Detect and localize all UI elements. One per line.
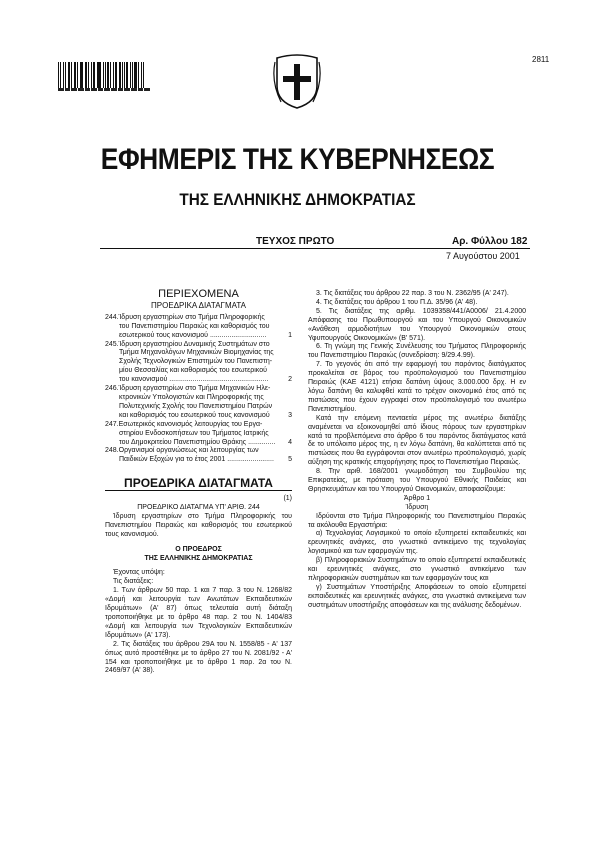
article-text: Ιδρύονται στο Τμήμα Πληροφορικής του Πανεπιστημίου Πειραιώς τα ακόλουθα Εργαστήρια: bbox=[308, 512, 526, 529]
barcode-bar bbox=[105, 62, 106, 88]
paragraph-8: 8. Την αριθ. 168/2001 γνωμοδότηση του Συμβουλίου της Επικρατείας, με πρόταση του Υπουργού Εθνικής Παιδείας και Θρησκευμάτων και του Υπουργού Οικονομικών, αποφασίζουμε: bbox=[308, 468, 526, 493]
toc-item-text bbox=[105, 314, 282, 341]
toc-item bbox=[105, 447, 292, 465]
toc-item-line: Παιδικών Εξοχών για το έτος 2001 ........................ bbox=[119, 456, 274, 464]
paragraph-1: 1. Των άρθρων 50 παρ. 1 και 7 παρ. 3 του Ν. 1268/82 «Δομή και λειτουργία των Ανωτάτων Εκπαιδευτικών Ιδρυμάτων» (Α' 87) όπως τελευταία αυτή διάταξη τροποποιήθηκε με το άρθρο 48 παρ. 2 του Ν. 1404/83 «Δομή και λειτουργία των Τεχνολογικών Εκπαιδευτικών Ιδρυμάτων» (Α' 173). bbox=[105, 587, 292, 639]
barcode-bar bbox=[80, 62, 81, 88]
barcode-digit bbox=[71, 88, 77, 91]
section-title: ΠΡΟΕΔΡΙΚΑ ΔΙΑΤΑΓΜΑΤΑ bbox=[124, 476, 273, 491]
toc-item-line: 248.Οργανισμοί οργανώσεως και λειτουργίας των bbox=[105, 447, 259, 455]
barcode-bar bbox=[58, 62, 59, 88]
barcode-digit bbox=[124, 88, 130, 91]
barcode-bar bbox=[107, 62, 109, 88]
decree-title: Ίδρυση εργαστηρίων στο Τμήμα Πληροφορικής του Πανεπιστημίου Πειραιώς και καθορισμός του εσωτερικού τους κανονισμού. bbox=[105, 512, 292, 538]
barcode-digits bbox=[58, 88, 150, 93]
barcode-bar bbox=[115, 62, 117, 88]
barcode-bar bbox=[134, 62, 136, 88]
toc-item-text bbox=[105, 385, 282, 421]
barcode-bar bbox=[65, 62, 66, 88]
article-item-c: γ) Συστημάτων Υποστήριξης Αποφάσεων το οποίο εξυπηρετεί εκπαιδευτικές και ερευνητικές ανάγκες, στα γνωστικά αντικείμενα των συστημάτων υποστήριξης αποφάσεων και της ανάλυσης δεδομένων. bbox=[308, 583, 526, 609]
toc-item bbox=[105, 421, 292, 448]
paragraph-7: 7. Το γεγονός ότι από την εφαρμογή του παρόντος διατάγματος προκαλείται σε βάρος του προϋπολογισμού του Πανεπιστημίου Πειραιώς (ΚΑΕ 4121) ετήσια δαπάνη ύψους 3.000.000 δρχ. Η εν λόγω δαπάνη θα καλυφθεί κατά το τρέχον οικονομικό έτος από τις πιστώσεις που έχουν εγγραφεί στον προϋπολογισμό του ανωτέρω Πανεπιστημίου. bbox=[308, 361, 526, 413]
toc-item bbox=[105, 314, 292, 341]
paragraph-7b: Κατά την επόμενη πενταετία μέρος της ανωτέρω διατάξης αναμένεται να εξοικονομηθεί από ίδιους πόρους των εργαστηρίων κατά τα προβλεπόμενα στο άρθρο 6 του παρόντος διατάγματος κατά δε το υπόλοιπο μέρος της, η εν λόγω δαπάνη, θα καλύπτεται από τις πιστώσεις που θα εγγράφονται στον ανωτέρω προϋπολογισμό, χωρίς αύξηση της κρατικής επιχορήγησης προς το Πανεπιστήμιο Πειραιώς. bbox=[308, 414, 526, 467]
toc-item-line: του Πανεπιστημίου Πειραιώς και καθορισμός του bbox=[119, 322, 270, 330]
having-in-mind: Έχοντας υπόψη: bbox=[113, 569, 165, 577]
barcode-bar bbox=[91, 62, 92, 88]
toc-list bbox=[105, 314, 292, 465]
toc-item-line: Σχολής Τεχνολογικών Επιστημών του Πανεπιστη- bbox=[119, 358, 273, 366]
toc-item-line: κτρονικών Υπολογιστών και Πληροφορικής της bbox=[119, 393, 264, 401]
toc-item bbox=[105, 341, 292, 386]
barcode-bar bbox=[81, 62, 83, 88]
barcode-bar bbox=[132, 62, 133, 88]
issue-date: 7 Αυγούστου 2001 bbox=[446, 251, 520, 261]
barcode-digit bbox=[118, 88, 124, 91]
toc-item-page: 3 bbox=[288, 411, 292, 419]
barcode-bar bbox=[63, 62, 64, 88]
toc-item-line: Πολυτεχνικής Σχολής του Πανεπιστημίου Πατρών bbox=[119, 402, 273, 410]
toc-item-page: 5 bbox=[288, 456, 292, 464]
provisions-label: Τις διατάξεις: bbox=[113, 578, 154, 586]
toc-item-text bbox=[105, 341, 282, 386]
toc-item-line: 244.Ίδρυση εργαστηρίων στο Τμήμα Πληροφορικής bbox=[105, 313, 265, 321]
barcode-bar bbox=[138, 62, 139, 88]
barcode-bar bbox=[85, 62, 87, 88]
article-item-a: α) Τεχνολογίας Λογισμικού το οποίο εξυπηρετεί εκπαιδευτικές και ερευνητικές ανάγκες, στο γνωστικό αντικείμενο της τεχνολογίας λογισμικού και των εφαρμογών της. bbox=[308, 530, 526, 556]
article-item-b: β) Πληροφοριακών Συστημάτων το οποίο εξυπηρετεί εκπαιδευτικές και ερευνητικές ανάγκες, στο γνωστικό αντικείμενο των πληροφοριακών συστημάτων και των εφαρμογών τους και bbox=[308, 557, 526, 582]
barcode-bar bbox=[124, 62, 125, 88]
header-divider bbox=[100, 248, 530, 249]
page-number: 2811 bbox=[532, 55, 550, 64]
barcode-digit bbox=[144, 88, 150, 91]
president-heading: Ο ΠΡΟΕΔΡΟΣ bbox=[175, 545, 222, 553]
barcode-bar bbox=[141, 62, 143, 88]
article-heading: Άρθρο 1 bbox=[403, 494, 431, 502]
toc-item-line: μίου Θεσσαλίας και καθορισμός του εσωτερικού bbox=[119, 367, 267, 375]
toc-item-line: του κανονισμού ................................................... bbox=[119, 376, 269, 384]
barcode-bar bbox=[122, 62, 123, 88]
toc-item-line: 246.Ίδρυση εργαστηρίων στο Τμήμα Μηχανικών Ηλε- bbox=[105, 385, 271, 393]
paragraph-2: 2. Τις διατάξεις του άρθρου 29Α του Ν. 1558/85 - Α' 137 όπως αυτό προστέθηκε με το άρθρο 27 του Ν. 2081/92 - Α' 154 και τροποποιήθηκε με το άρθρο 1 παρ. 2α του Ν. 2469/97 (Α' 38). bbox=[105, 640, 292, 675]
barcode-digit bbox=[104, 88, 110, 91]
barcode-bar bbox=[110, 62, 111, 88]
paragraph-5: 5. Τις διατάξεις της αριθμ. 1039358/441/Α0006/ 21.4.2000 Απόφασης του Πρωθυπουργού και του Υπουργού Οικονομικών «Ανάθεση αρμοδιοτήτων του Υπουργού Οικονομικών στους Υφυπουργούς Οικονομικών» (Β' 571). bbox=[308, 307, 526, 342]
barcode bbox=[58, 62, 146, 88]
barcode-bar bbox=[60, 62, 62, 88]
barcode-bar bbox=[126, 62, 128, 88]
toc-item-page: 2 bbox=[288, 376, 292, 384]
barcode-bar bbox=[113, 62, 114, 88]
toc-item-line: Τμήμα Μηχανολόγων Μηχανικών Βιομηχανίας της bbox=[119, 349, 274, 357]
toc-heading: ΠΕΡΙΕΧΟΜΕΝΑ bbox=[158, 288, 239, 300]
republic-heading: ΤΗΣ ΕΛΛΗΝΙΚΗΣ ΔΗΜΟΚΡΑΤΙΑΣ bbox=[144, 554, 253, 562]
barcode-bar bbox=[143, 62, 144, 88]
right-column bbox=[308, 290, 526, 611]
decree-marker: (1) bbox=[283, 495, 292, 503]
article-title: Ίδρυση bbox=[405, 503, 429, 511]
barcode-digit bbox=[91, 88, 97, 91]
toc-item-line: 245.Ίδρυση εργαστηρίου Δυναμικής Συστημάτων στο bbox=[105, 340, 270, 348]
barcode-bar bbox=[103, 62, 104, 88]
issue-label: ΤΕΥΧΟΣ ΠΡΩΤΟ bbox=[256, 236, 335, 247]
barcode-digit bbox=[98, 88, 104, 91]
toc-item-line: 247.Εσωτερικός κανονισμός λειτουργίας του Εργα- bbox=[105, 420, 263, 428]
toc-item-line: εσωτερικού τους κανονισμού ............................. bbox=[119, 331, 267, 339]
toc-item-page: 4 bbox=[288, 438, 292, 446]
toc-item-text bbox=[105, 421, 282, 448]
toc-item bbox=[105, 385, 292, 421]
barcode-digit bbox=[58, 88, 64, 91]
gazette-subtitle: ΤΗΣ ΕΛΛΗΝΙΚΗΣ ΔΗΜΟΚΡΑΤΙΑΣ bbox=[179, 190, 416, 209]
barcode-bar bbox=[119, 62, 121, 88]
paragraph-3: 3. Τις διατάξεις του άρθρου 22 παρ. 3 του Ν. 2362/95 (Α' 247). bbox=[316, 290, 509, 297]
barcode-bar bbox=[71, 62, 72, 88]
barcode-bar bbox=[74, 62, 76, 88]
barcode-digit bbox=[85, 88, 91, 91]
toc-item-text bbox=[105, 447, 282, 465]
sheet-number: Αρ. Φύλλου 182 bbox=[452, 236, 528, 247]
toc-item-line: στηρίου Ενδοσκοπήσεων του Τμήματος Ιατρικής bbox=[119, 429, 269, 437]
paragraph-4: 4. Τις διατάξεις του άρθρου 1 του Π.Δ. 35/96 (Α' 48). bbox=[316, 298, 478, 306]
barcode-digit bbox=[138, 88, 144, 91]
barcode-bar bbox=[93, 62, 95, 88]
barcode-bar bbox=[77, 62, 78, 88]
barcode-bar bbox=[88, 62, 89, 88]
barcode-digit bbox=[78, 88, 84, 91]
paragraph-6: 6. Τη γνώμη της Γενικής Συνέλευσης του Τμήματος Πληροφορικής του Πανεπιστημίου Πειραιώς (συνεδρίαση: 9/29.4.99). bbox=[308, 343, 526, 360]
toc-item-line: και καθορισμός του εσωτερικού τους κανονισμού bbox=[119, 411, 270, 419]
barcode-digit bbox=[65, 88, 71, 91]
toc-item-line: του Δημοκριτείου Πανεπιστημίου Θράκης .............. bbox=[119, 438, 276, 446]
barcode-bar bbox=[130, 62, 131, 88]
section-rule bbox=[105, 490, 292, 491]
gazette-title: ΕΦΗΜΕΡΙΣ ΤΗΣ ΚΥΒΕΡΝΗΣΕΩΣ bbox=[100, 143, 495, 176]
barcode-bar bbox=[98, 62, 100, 88]
toc-subheading: ΠΡΟΕΔΡΙΚΑ ΔΙΑΤΑΓΜΑΤΑ bbox=[151, 300, 246, 310]
barcode-bar bbox=[68, 62, 70, 88]
barcode-digit bbox=[111, 88, 117, 91]
barcode-bar bbox=[97, 62, 98, 88]
left-column bbox=[105, 290, 292, 676]
coat-of-arms-emblem bbox=[271, 52, 323, 110]
decree-number: ΠΡΟΕΔΡΙΚΟ ΔΙΑΤΑΓΜΑ ΥΠ' ΑΡΙΘ. 244 bbox=[137, 504, 260, 512]
barcode-digit bbox=[131, 88, 137, 91]
toc-item-page: 1 bbox=[288, 331, 292, 339]
